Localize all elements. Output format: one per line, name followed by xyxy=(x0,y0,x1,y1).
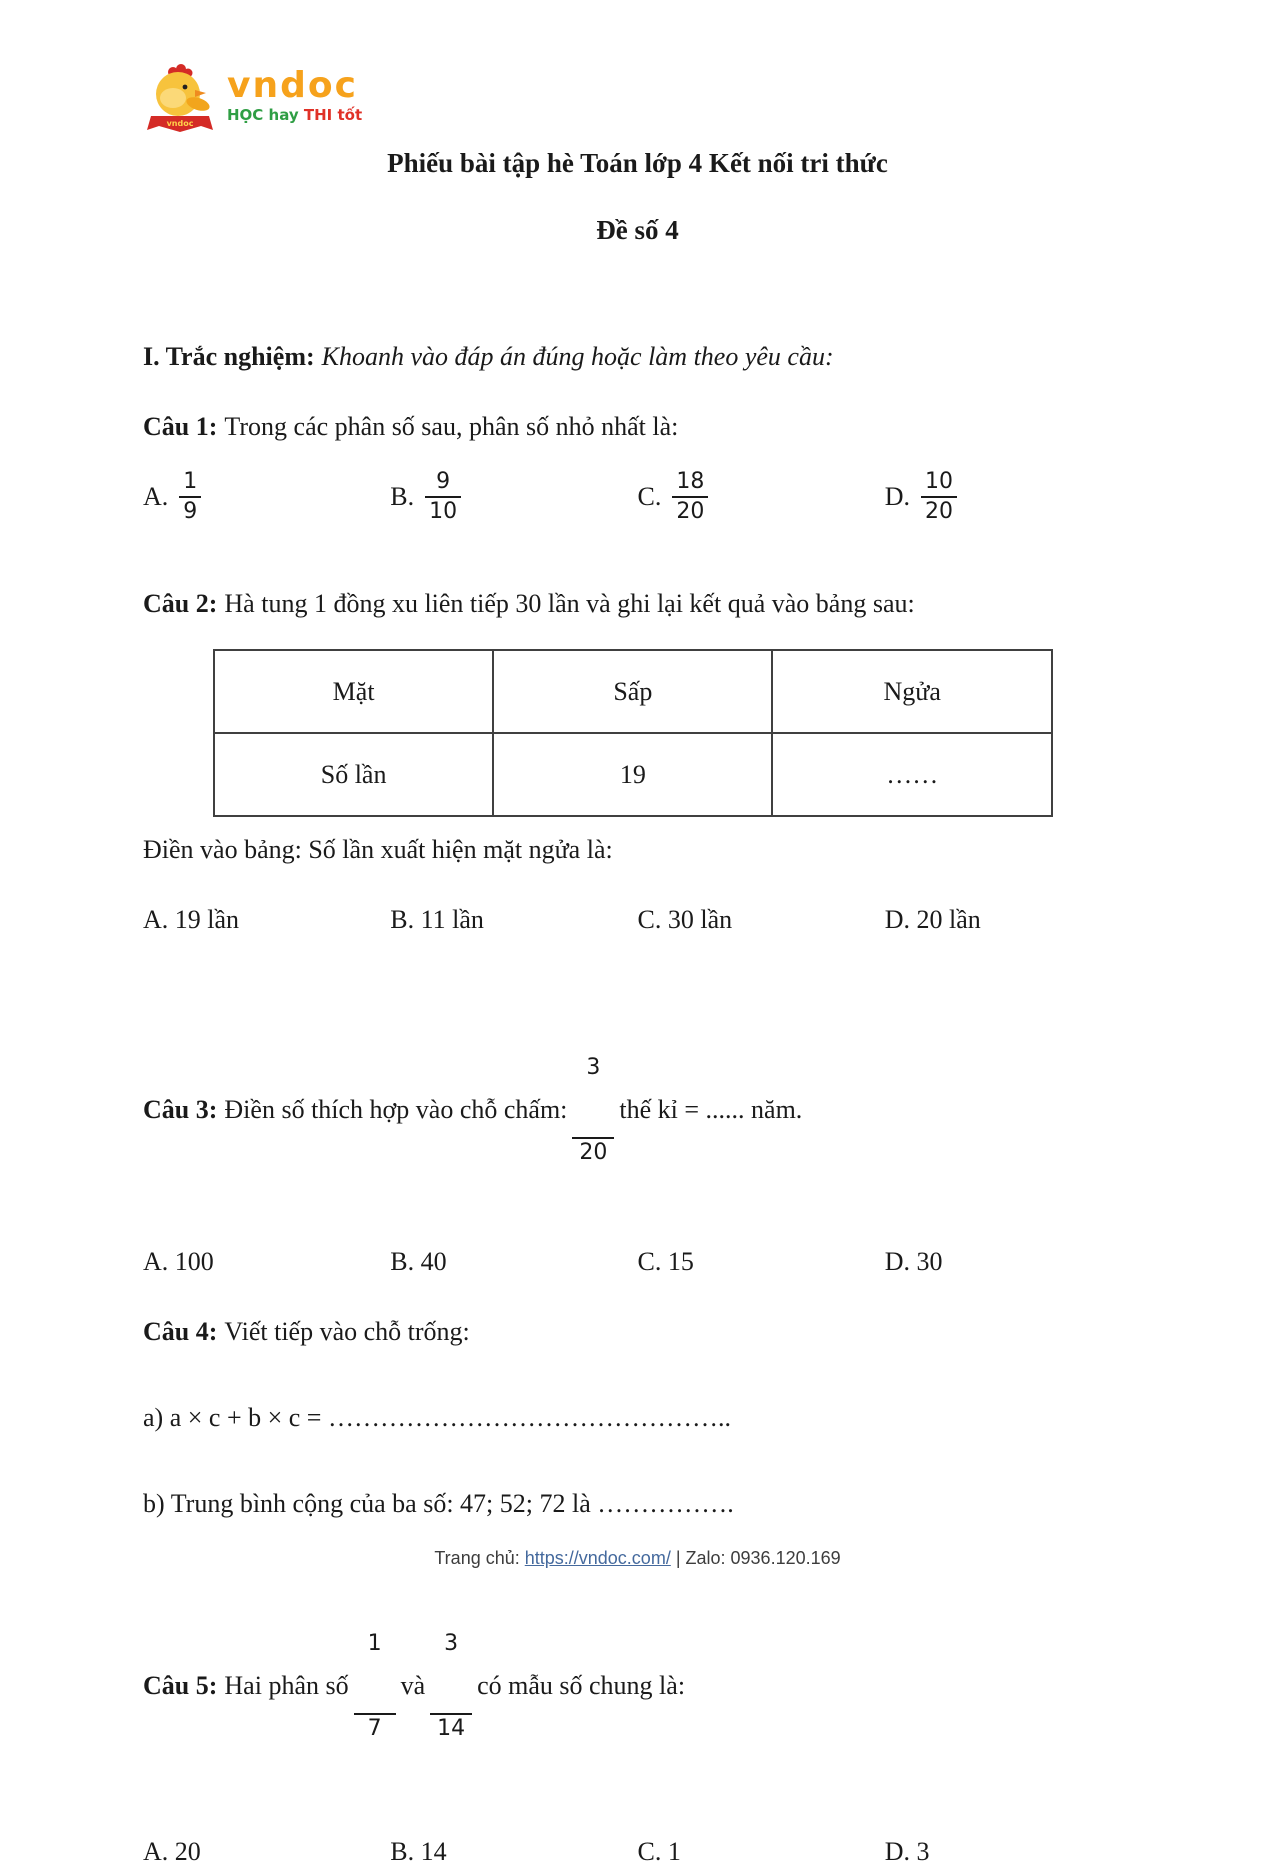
footer-prefix: Trang chủ: xyxy=(434,1548,525,1568)
option-key: B. xyxy=(390,481,415,511)
table-data-row xyxy=(214,733,1052,816)
option-key: D. xyxy=(884,481,911,511)
table-cell: Ngửa xyxy=(772,650,1052,733)
fraction-denominator: 7 xyxy=(354,1713,396,1743)
fraction-denominator: 14 xyxy=(430,1713,472,1743)
question-4-label: Câu 4: xyxy=(143,1317,218,1346)
vndoc-logo xyxy=(143,64,1132,142)
table-cell: Mặt xyxy=(214,650,493,733)
fraction xyxy=(425,468,461,525)
question-4-line-b: b) Trung bình cộng của ba số: 47; 52; 72 là ……………. xyxy=(143,1489,734,1518)
fraction-denominator: 20 xyxy=(672,496,708,526)
question-3-after: thế kỉ = ...... năm. xyxy=(619,1095,803,1124)
fraction-denominator: 20 xyxy=(921,496,957,526)
section-1-heading xyxy=(143,342,1132,372)
logo-text xyxy=(227,65,363,125)
option-c[interactable] xyxy=(638,468,885,525)
table-cell: Sấp xyxy=(493,650,772,733)
option-b[interactable]: B. 11 lần xyxy=(390,905,484,934)
question-5-label: Câu 5: xyxy=(143,1671,218,1700)
fraction-numerator: 3 xyxy=(586,1055,601,1080)
ribbon-text: vndoc xyxy=(166,119,194,128)
question-3-label: Câu 3: xyxy=(143,1095,218,1124)
fraction xyxy=(572,999,614,1221)
fraction-numerator: 10 xyxy=(925,469,954,494)
fraction-numerator: 18 xyxy=(676,469,705,494)
option-c[interactable]: C. 1 xyxy=(637,1837,681,1866)
option-a[interactable] xyxy=(143,468,390,525)
logo-tagline-green: HỌC hay xyxy=(227,106,299,125)
fraction xyxy=(430,1575,472,1797)
option-b[interactable] xyxy=(390,468,637,525)
logo-tagline-red: THI tốt xyxy=(303,106,363,125)
section-1-label: I. Trắc nghiệm: xyxy=(143,342,315,371)
fraction-numerator: 1 xyxy=(367,1631,382,1656)
question-2-label: Câu 2: xyxy=(143,589,218,618)
option-c[interactable]: C. 30 lần xyxy=(637,905,733,934)
question-4-body: Viết tiếp vào chỗ trống: xyxy=(224,1317,470,1346)
question-1-text xyxy=(143,412,1132,442)
table-header-row xyxy=(214,650,1052,733)
fraction xyxy=(921,468,957,525)
fraction-numerator: 1 xyxy=(183,469,198,494)
question-5-options xyxy=(143,1837,1132,1867)
option-a[interactable]: A. 19 lần xyxy=(143,905,240,934)
question-4-text xyxy=(143,1317,1132,1347)
question-4-line-a: a) a × c + b × c = ……………………………………….. xyxy=(143,1403,731,1432)
homepage-link[interactable]: https://vndoc.com/ xyxy=(524,1548,671,1568)
logo-brand: vndoc xyxy=(227,65,358,106)
fraction-numerator: 9 xyxy=(436,469,451,494)
page-subtitle: Đề số 4 xyxy=(596,215,679,245)
coin-toss-table xyxy=(213,649,1053,817)
question-5-after: có mẫu số chung là: xyxy=(477,1671,686,1700)
question-5-mid: và xyxy=(400,1671,426,1700)
fraction-denominator: 20 xyxy=(572,1137,614,1167)
question-2-options xyxy=(143,905,1132,935)
table-cell[interactable]: …… xyxy=(772,733,1052,816)
option-d[interactable] xyxy=(885,468,1132,525)
table-cell: 19 xyxy=(493,733,772,816)
question-1-label: Câu 1: xyxy=(143,412,218,441)
page-title: Phiếu bài tập hè Toán lớp 4 Kết nối tri thức xyxy=(387,148,888,178)
fraction-numerator: 3 xyxy=(444,1631,459,1656)
option-d[interactable]: D. 3 xyxy=(884,1837,930,1866)
table-cell: Số lần xyxy=(214,733,493,816)
option-d[interactable]: D. 30 xyxy=(884,1247,943,1276)
question-2-body: Hà tung 1 đồng xu liên tiếp 30 lần và ghi lại kết quả vào bảng sau: xyxy=(224,589,915,618)
logo-tagline xyxy=(227,106,362,124)
option-a[interactable]: A. 100 xyxy=(143,1247,214,1276)
question-2-fill-text: Điền vào bảng: Số lần xuất hiện mặt ngửa là: xyxy=(143,835,613,864)
fraction xyxy=(179,468,201,525)
question-1-options xyxy=(143,468,1132,525)
option-c[interactable]: C. 15 xyxy=(637,1247,694,1276)
fraction-denominator: 10 xyxy=(425,496,461,526)
section-1-instruction: Khoanh vào đáp án đúng hoặc làm theo yêu cầu: xyxy=(321,342,834,371)
vndoc-chicken-icon xyxy=(143,64,217,136)
option-d[interactable]: D. 20 lần xyxy=(884,905,981,934)
fraction xyxy=(354,1575,396,1797)
question-5-before: Hai phân số xyxy=(224,1671,349,1700)
fraction-denominator: 9 xyxy=(179,496,201,526)
question-3-before: Điền số thích hợp vào chỗ chấm: xyxy=(224,1095,568,1124)
question-3-text xyxy=(143,999,1132,1221)
option-b[interactable]: B. 14 xyxy=(390,1837,447,1866)
option-a[interactable]: A. 20 xyxy=(143,1837,201,1866)
fraction xyxy=(672,468,708,525)
question-2-text xyxy=(143,589,1132,619)
question-5-text xyxy=(143,1575,1132,1797)
footer-suffix: | Zalo: 0936.120.169 xyxy=(670,1548,841,1568)
page-footer xyxy=(0,1548,1275,1569)
option-key: A. xyxy=(143,481,169,511)
question-3-options xyxy=(143,1247,1132,1277)
option-b[interactable]: B. 40 xyxy=(390,1247,447,1276)
question-1-body: Trong các phân số sau, phân số nhỏ nhất là: xyxy=(224,412,679,441)
option-key: C. xyxy=(637,481,662,511)
